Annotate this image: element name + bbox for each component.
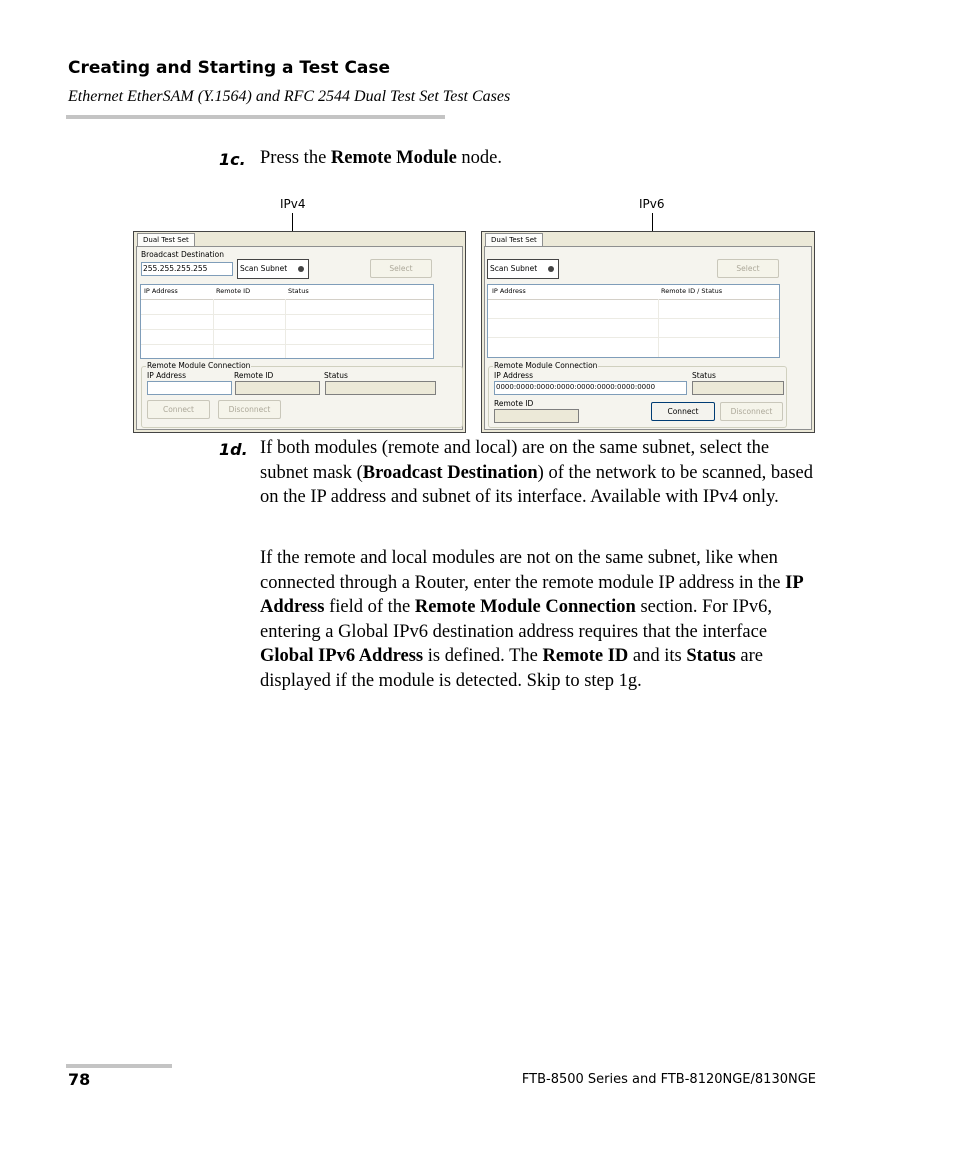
- col-ip-address[interactable]: IP Address: [492, 287, 526, 295]
- section-subtitle: Ethernet EtherSAM (Y.1564) and RFC 2544 Dual Test Set Test Cases: [68, 88, 511, 105]
- ipv4-callout: IPv4: [280, 197, 306, 211]
- col-ip-address[interactable]: IP Address: [144, 287, 178, 295]
- step-1d-number: 1d.: [219, 440, 248, 459]
- row-divider: [141, 329, 433, 330]
- connect-button[interactable]: Connect: [651, 402, 715, 421]
- section-title: Creating and Starting a Test Case: [68, 58, 391, 78]
- footer-divider: [66, 1064, 172, 1068]
- remote-id-label: Remote ID: [494, 399, 534, 408]
- scan-subnet-indicator-icon: [548, 266, 554, 272]
- page-number: 78: [68, 1070, 91, 1089]
- tab-content: [484, 246, 812, 430]
- dual-test-set-tab[interactable]: Dual Test Set: [137, 233, 195, 247]
- col-status[interactable]: Status: [288, 287, 309, 295]
- select-button[interactable]: Select: [370, 259, 432, 278]
- disconnect-button[interactable]: Disconnect: [720, 402, 783, 421]
- ipv6-callout: IPv6: [639, 197, 665, 211]
- remote-module-connection-title: Remote Module Connection: [494, 361, 598, 370]
- ipv4-callout-leader: [292, 213, 293, 231]
- step-1c-text: Press the Remote Module node.: [260, 148, 503, 168]
- row-divider: [488, 318, 779, 319]
- scan-subnet-button[interactable]: Scan Subnet: [237, 259, 309, 279]
- col-remote-id-status[interactable]: Remote ID / Status: [661, 287, 723, 295]
- remote-module-list[interactable]: [140, 284, 434, 359]
- ip-address-field[interactable]: [147, 381, 232, 395]
- list-header: [488, 285, 779, 300]
- scan-subnet-indicator-icon: [298, 266, 304, 272]
- step-1d-paragraph-2: If the remote and local modules are not on the same subnet, like when connected through a Router, enter the remote module IP address in the IP Address field of the Remote Module Connection section. For IPv6, entering a Global IPv6 destination address requires that the interface Global IPv6 Address is defined. The Remote ID and its Status are displayed if the module is detected. Skip to step 1g.: [260, 548, 803, 691]
- tab-content: [136, 246, 463, 430]
- remote-id-label: Remote ID: [234, 371, 274, 380]
- status-field: [325, 381, 436, 395]
- status-label: Status: [324, 371, 348, 380]
- ip-address-field[interactable]: 0000:0000:0000:0000:0000:0000:0000:0000: [494, 381, 687, 395]
- connect-button[interactable]: Connect: [147, 400, 210, 419]
- remote-module-list[interactable]: [487, 284, 780, 358]
- col-remote-id[interactable]: Remote ID: [216, 287, 251, 295]
- remote-id-field: [235, 381, 320, 395]
- list-header: [141, 285, 433, 300]
- ip-address-label: IP Address: [147, 371, 186, 380]
- disconnect-button[interactable]: Disconnect: [218, 400, 281, 419]
- status-label: Status: [692, 371, 716, 380]
- column-divider: [658, 299, 659, 357]
- row-divider: [141, 314, 433, 315]
- ipv6-callout-leader: [652, 213, 653, 231]
- remote-module-connection-title: Remote Module Connection: [147, 361, 251, 370]
- broadcast-destination-label: Broadcast Destination: [141, 250, 224, 259]
- row-divider: [488, 337, 779, 338]
- dual-test-set-tab[interactable]: Dual Test Set: [485, 233, 543, 247]
- remote-module-connection-group: [488, 361, 787, 428]
- header-divider: [66, 115, 445, 119]
- document-title: FTB-8500 Series and FTB-8120NGE/8130NGE: [521, 1072, 816, 1087]
- ipv4-dual-test-set-panel: [133, 231, 466, 433]
- ip-address-label: IP Address: [494, 371, 533, 380]
- remote-module-connection-group: [141, 361, 463, 428]
- step-1c-number: 1c.: [219, 150, 246, 169]
- ipv6-dual-test-set-panel: [481, 231, 815, 433]
- broadcast-destination-field[interactable]: 255.255.255.255: [141, 262, 233, 276]
- status-field: [692, 381, 784, 395]
- select-button[interactable]: Select: [717, 259, 779, 278]
- scan-subnet-button[interactable]: Scan Subnet: [487, 259, 559, 279]
- step-1d-paragraph-1: If both modules (remote and local) are on the same subnet, select the subnet mask (Broadcast Destination) of the network to be scanned, based on the IP address and subnet of its interface. Available with IPv4 only.: [260, 438, 814, 508]
- row-divider: [141, 344, 433, 345]
- remote-id-field: [494, 409, 579, 423]
